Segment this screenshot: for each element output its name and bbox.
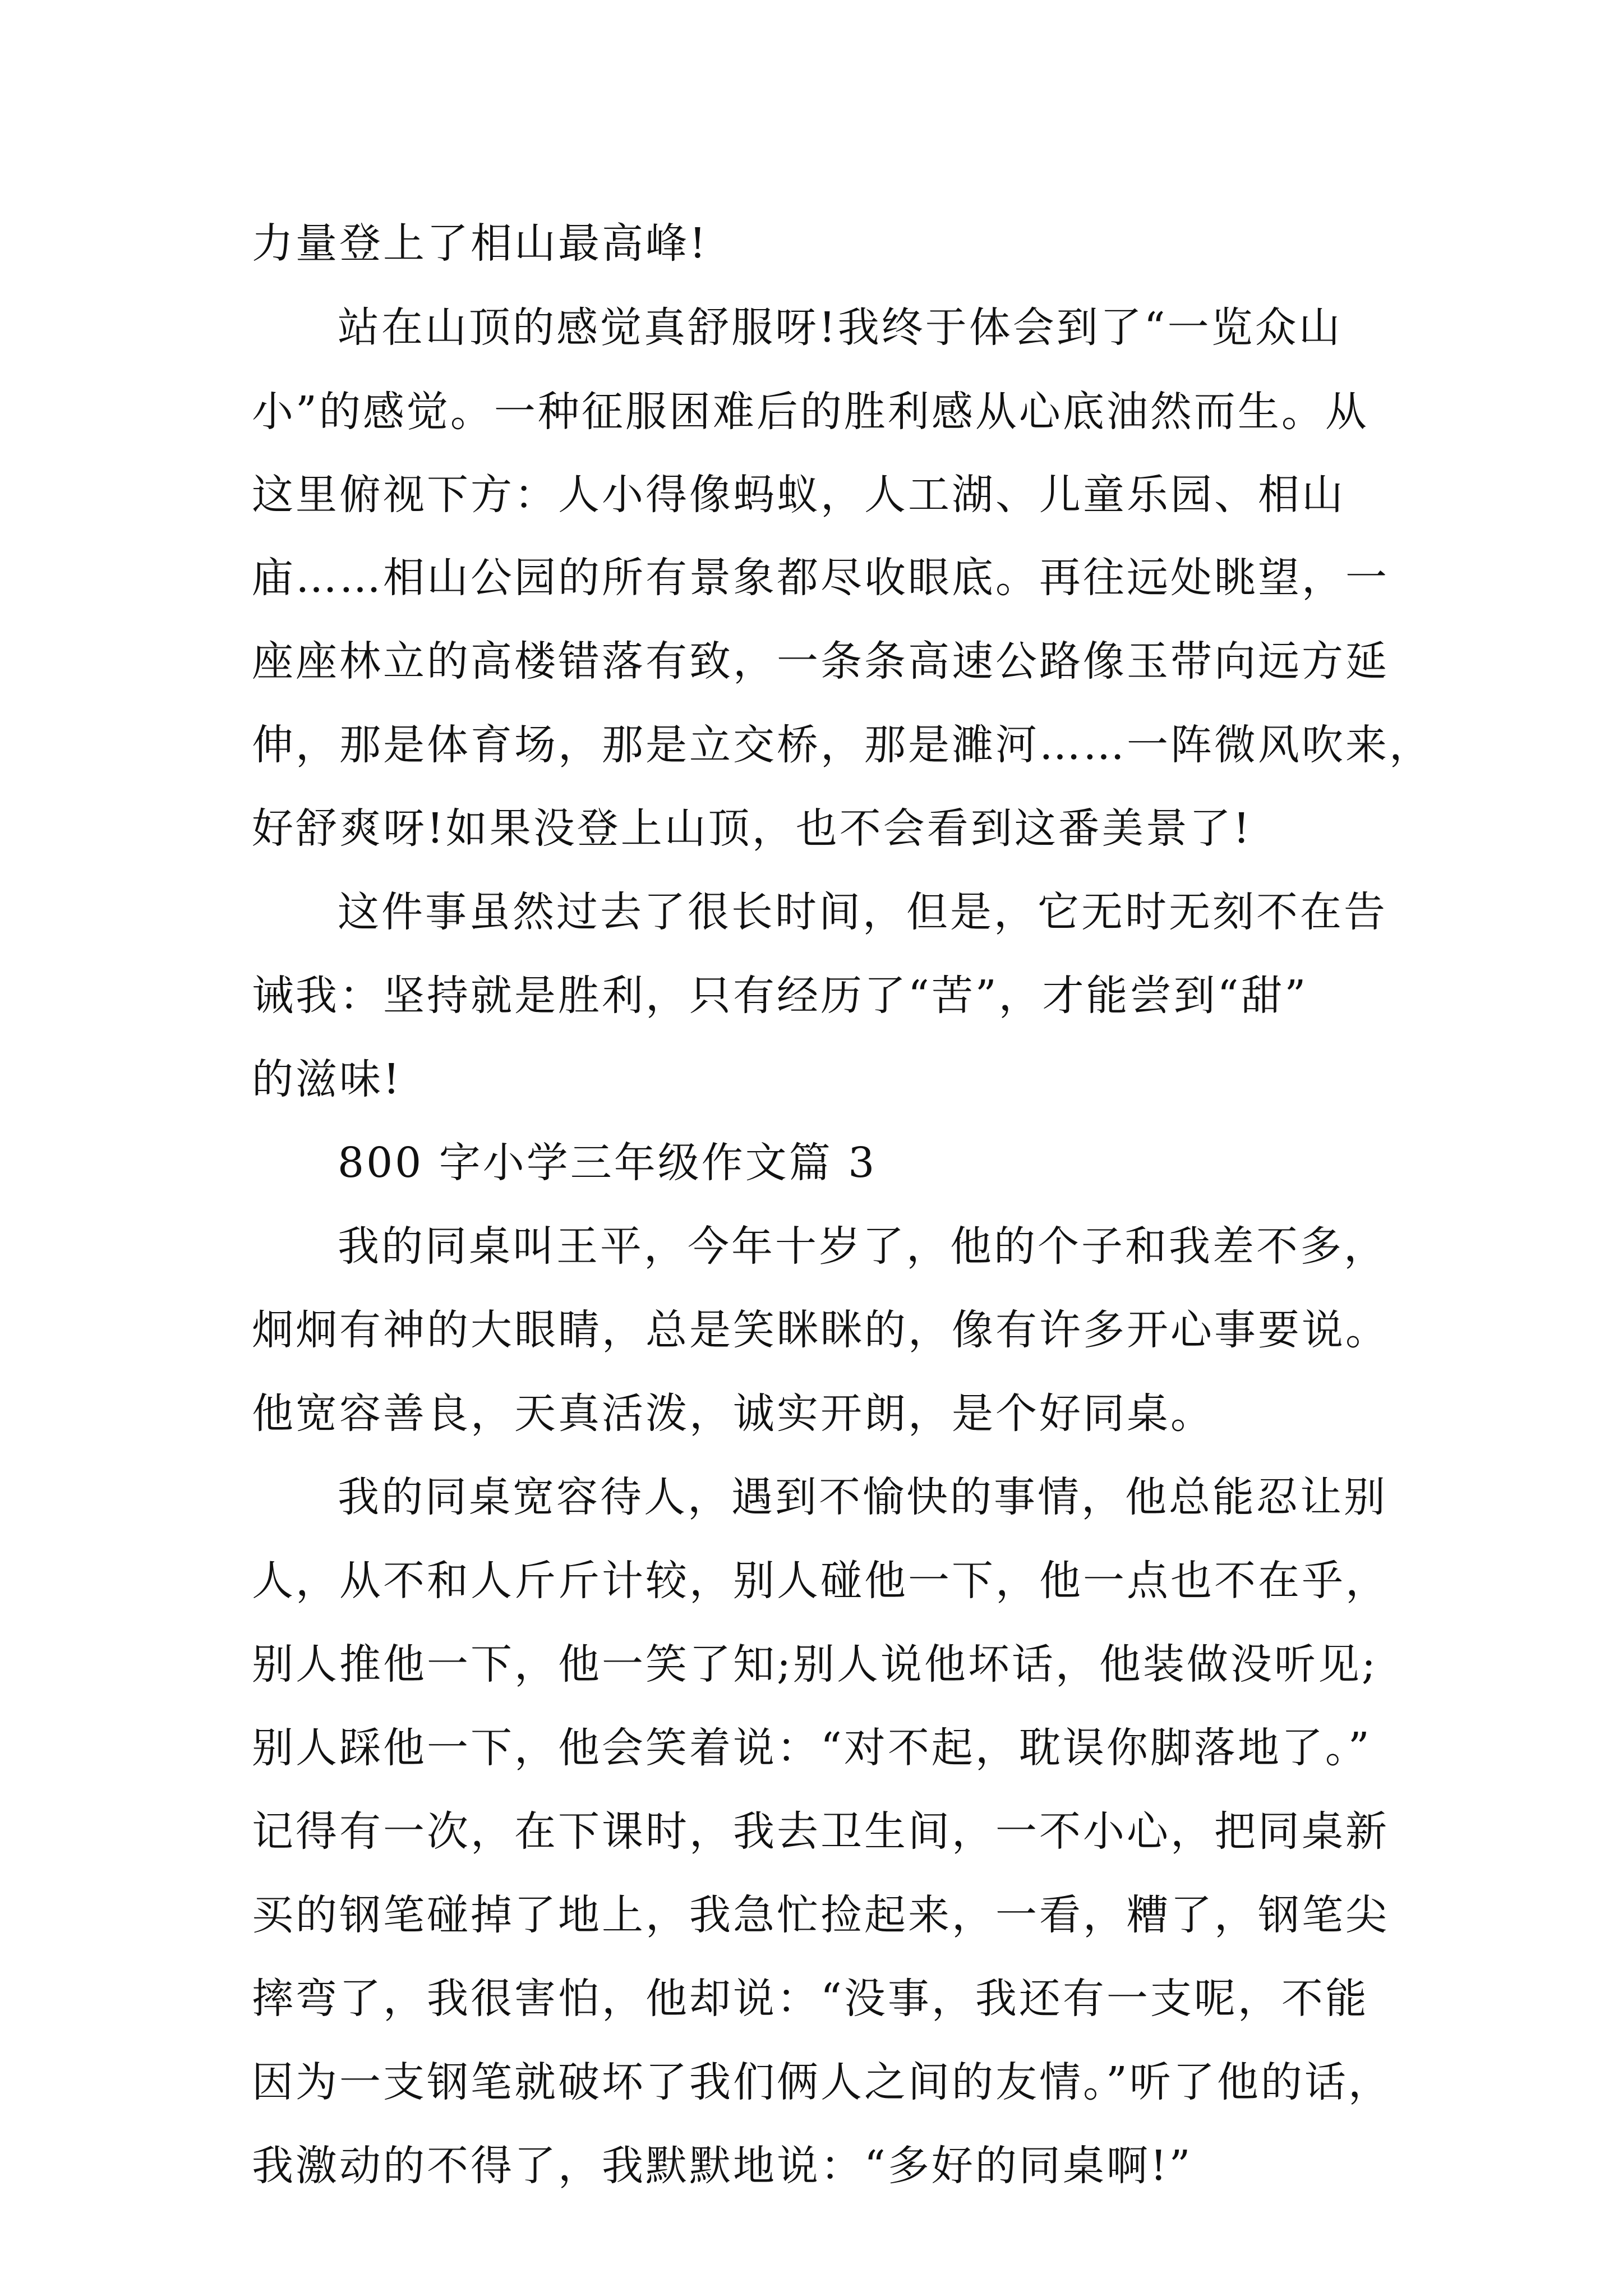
text-line: 庙……相山公园的所有景象都尽收眼底。再往远处眺望，一 — [252, 554, 1389, 602]
section-heading: 800 字小学三年级作文篇 3 — [338, 1139, 877, 1187]
text-line: 我的同桌宽容待人，遇到不愉快的事情，他总能忍让别 — [338, 1473, 1387, 1521]
text-line: 好舒爽呀!如果没登上山顶，也不会看到这番美景了! — [252, 804, 1252, 853]
text-line: 这件事虽然过去了很长时间，但是，它无时无刻不在告 — [338, 888, 1387, 936]
text-line: 这里俯视下方：人小得像蚂蚁，人工湖、儿童乐园、相山 — [252, 471, 1345, 519]
text-line: 因为一支钢笔就破坏了我们俩人之间的友情。”听了他的话， — [252, 2058, 1392, 2106]
text-line: 我激动的不得了，我默默地说：“多好的同桌啊!” — [252, 2142, 1193, 2190]
text-line: 别人推他一下，他一笑了知;别人说他坏话，他装做没听见; — [252, 1640, 1378, 1688]
text-line: 小”的感觉。一种征服困难后的胜利感从心底油然而生。从 — [252, 388, 1369, 436]
text-line: 力量登上了相山最高峰! — [252, 219, 708, 268]
text-line: 记得有一次，在下课时，我去卫生间，一不小心，把同桌新 — [252, 1807, 1389, 1856]
text-line: 伸，那是体育场，那是立交桥，那是濉河……一阵微风吹来， — [252, 721, 1433, 769]
text-line: 人，从不和人斤斤计较，别人碰他一下，他一点也不在乎， — [252, 1557, 1389, 1605]
text-line: 的滋味! — [252, 1055, 402, 1103]
text-line: 摔弯了，我很害怕，他却说：“没事，我还有一支呢，不能 — [252, 1975, 1369, 2023]
text-line: 诫我：坚持就是胜利，只有经历了“苦”，才能尝到“甜” — [252, 972, 1308, 1020]
text-line: 我的同桌叫王平，今年十岁了，他的个子和我差不多， — [338, 1222, 1387, 1271]
text-line: 座座林立的高楼错落有致，一条条高速公路像玉带向远方延 — [252, 637, 1389, 685]
text-line: 站在山顶的感觉真舒服呀!我终于体会到了“一览众山 — [338, 303, 1343, 352]
text-line: 炯炯有神的大眼睛，总是笑眯眯的，像有许多开心事要说。 — [252, 1306, 1389, 1354]
text-line: 他宽容善良，天真活泼，诚实开朗，是个好同桌。 — [252, 1389, 1214, 1438]
text-line: 别人踩他一下，他会笑着说：“对不起，耽误你脚落地了。” — [252, 1724, 1372, 1772]
text-line: 买的钢笔碰掉了地上，我急忙捡起来，一看，糟了，钢笔尖 — [252, 1891, 1389, 1939]
